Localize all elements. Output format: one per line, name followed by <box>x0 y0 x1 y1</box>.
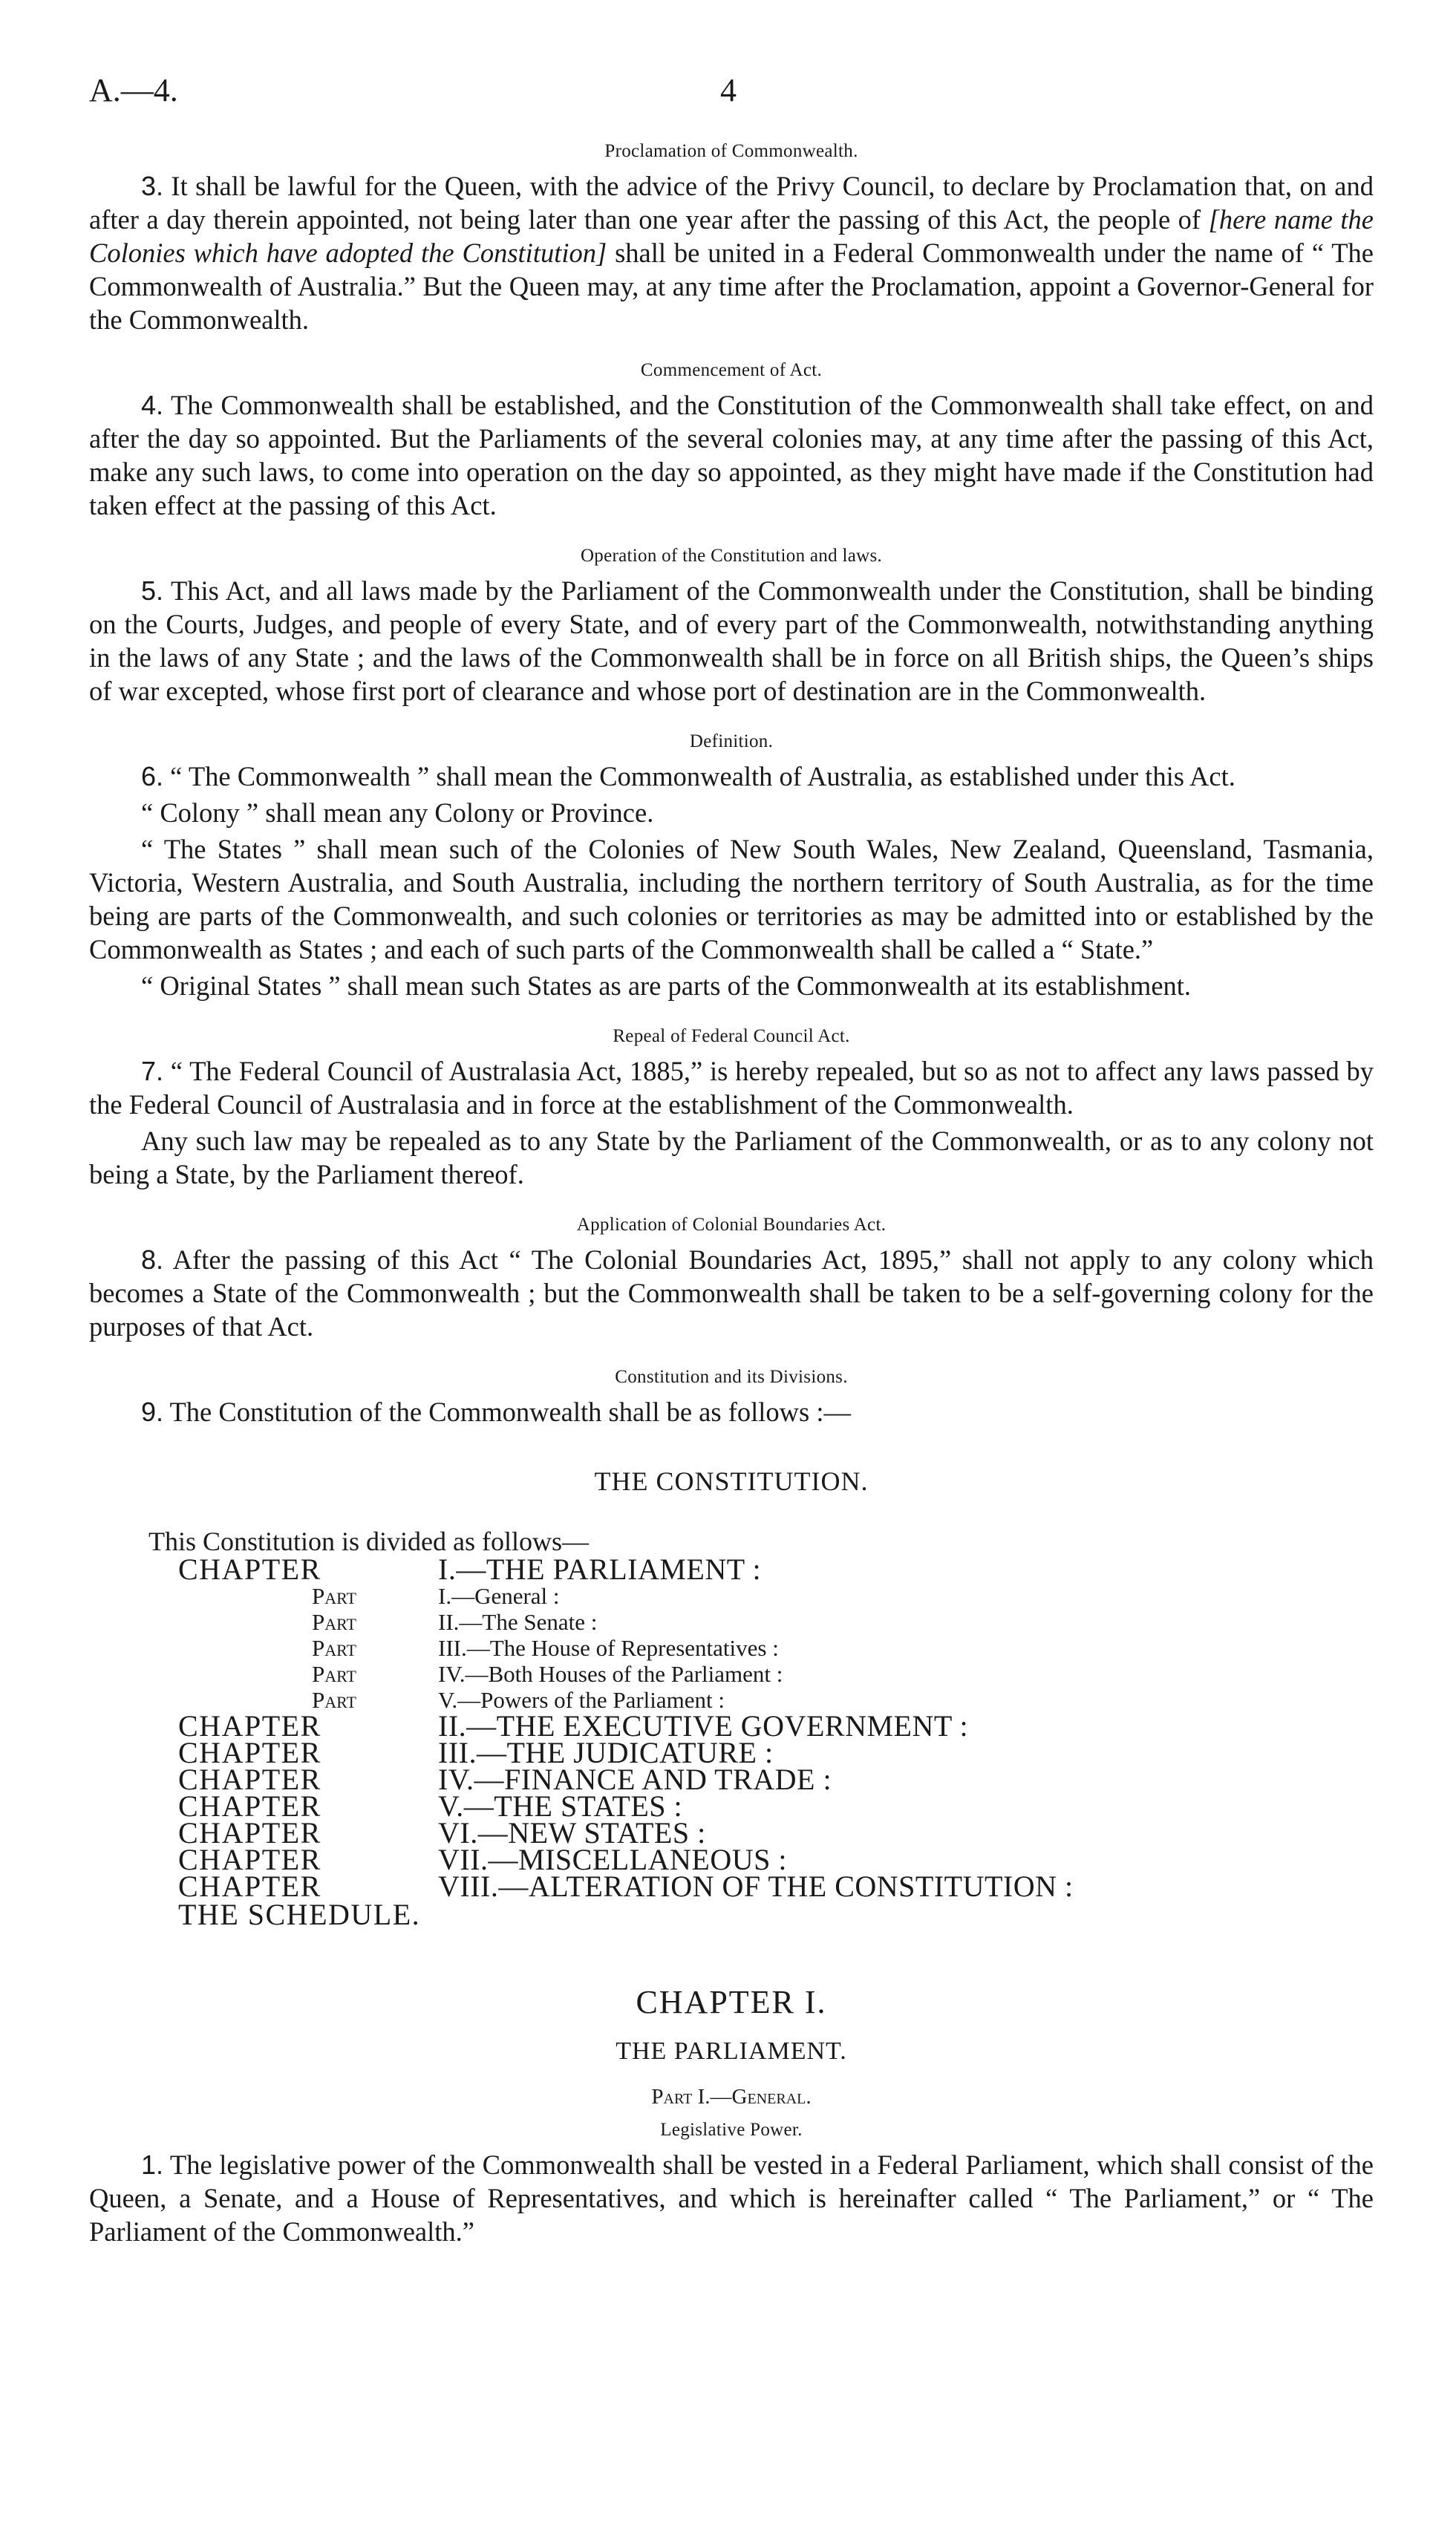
constitution-contents <box>89 1553 1374 1903</box>
toc-label: Part <box>312 1687 356 1713</box>
section-paragraph <box>89 760 1374 793</box>
toc-label: CHAPTER <box>178 1843 321 1876</box>
section-heading: Definition. <box>689 731 774 751</box>
toc-text: II.—THE EXECUTIVE GOVERNMENT : <box>438 1709 969 1743</box>
toc-label: Part <box>312 1661 356 1687</box>
toc-text: III.—THE JUDICATURE : <box>438 1736 774 1769</box>
section-number: 4. <box>141 390 164 420</box>
constitution-intro: This Constitution is divided as follows— <box>148 1527 590 1556</box>
section-paragraph <box>89 1395 1374 1429</box>
toc-text: VI.—NEW STATES : <box>438 1816 706 1850</box>
toc-label: CHAPTER <box>178 1816 321 1850</box>
toc-part-row <box>89 1661 1374 1687</box>
part-title: Part I.—General. <box>651 2085 812 2109</box>
section-heading: Legislative Power. <box>660 2120 803 2140</box>
chapter-subtitle: THE PARLIAMENT. <box>616 2037 847 2065</box>
section-number: 3. <box>141 171 164 201</box>
section-number: 6. <box>141 761 164 791</box>
toc-label: CHAPTER <box>178 1553 321 1586</box>
section-paragraph <box>89 574 1374 708</box>
constitution-title: THE CONSTITUTION. <box>594 1466 869 1496</box>
section-number: 5. <box>141 575 164 606</box>
toc-label: CHAPTER <box>178 1709 321 1743</box>
toc-text: IV.—FINANCE AND TRADE : <box>438 1763 832 1796</box>
paragraph-text: “ The Federal Council of Australasia Act, 1885,” is hereby repealed, but so as not to affect any laws passed by the Federal Council of Australasia and in force at the establishment of the Commonwealth. <box>89 1056 1374 1120</box>
paragraph-text: “ The Commonwealth ” shall mean the Commonwealth of Australia, as established under this Act. <box>163 761 1235 791</box>
section-number: 8. <box>141 1244 164 1275</box>
section-heading: Constitution and its Divisions. <box>615 1367 848 1387</box>
toc-label: CHAPTER <box>178 1789 321 1823</box>
section-paragraph <box>89 1054 1374 1121</box>
definition-paragraph: “ Colony ” shall mean any Colony or Province. <box>141 797 654 828</box>
document-reference: A.—4. <box>89 72 178 108</box>
section-heading: Proclamation of Commonwealth. <box>604 141 858 161</box>
section-heading: Repeal of Federal Council Act. <box>613 1026 850 1046</box>
section-number: 7. <box>141 1056 164 1086</box>
toc-label: CHAPTER <box>178 1870 321 1903</box>
page-content <box>89 140 1374 2271</box>
toc-text: III.—The House of Representatives : <box>438 1635 779 1661</box>
section-paragraph <box>89 2148 1374 2248</box>
page-number: 4 <box>720 72 737 108</box>
paragraph-text: It shall be lawful for the Queen, with the advice of the Privy Council, to declare by Proclamation that, on and after a day therein appointed, not being later than one year after the passing of this Act, the people of <box>89 171 1374 235</box>
toc-schedule: THE SCHEDULE. <box>178 1898 421 1931</box>
paragraph-text: The Commonwealth shall be established, and the Constitution of the Commonwealth shall take effect, on and after the day so appointed. But the Parliaments of the several colonies may, at any time after the passing of this Act, make any such laws, to come into operation on the day so appointed, as they might have made if the Constitution had taken effect at the passing of this Act. <box>89 390 1374 520</box>
paragraph-text: After the passing of this Act “ The Colonial Boundaries Act, 1895,” shall not apply to any colony which becomes a State of the Commonwealth ; but the Commonwealth shall be taken to be a self-governing colony for the purposes of that Act. <box>89 1244 1374 1342</box>
toc-chapter-row <box>89 1870 1374 1903</box>
toc-part-row <box>89 1635 1374 1661</box>
toc-label: CHAPTER <box>178 1763 321 1796</box>
toc-part-row <box>89 1583 1374 1609</box>
section-heading: Operation of the Constitution and laws. <box>580 546 883 566</box>
section-number: 9. <box>141 1397 164 1427</box>
section-paragraph <box>89 1243 1374 1343</box>
section-number: 1. <box>141 2149 164 2180</box>
definition-paragraph: “ Original States ” shall mean such States as are parts of the Commonwealth at its establishment. <box>141 970 1192 1001</box>
section-heading: Commencement of Act. <box>640 360 823 380</box>
toc-chapter-row <box>89 1553 1374 1586</box>
toc-text: VII.—MISCELLANEOUS : <box>438 1843 787 1876</box>
paragraph-text: The legislative power of the Commonwealth shall be vested in a Federal Parliament, which shall consist of the Queen, a Senate, and a House of Representatives, and which is hereinafter called “ The Parliament,” or “ The Parliament of the Commonwealth.” <box>89 2149 1374 2247</box>
section-heading: Application of Colonial Boundaries Act. <box>576 1215 887 1235</box>
toc-label: CHAPTER <box>178 1736 321 1769</box>
section-paragraph <box>89 388 1374 522</box>
toc-text: I.—THE PARLIAMENT : <box>438 1553 762 1586</box>
paragraph-text: shall be united in a Federal Commonwealth under the name of “ The Commonwealth of Australia.” But the Queen may, at any time after the Proclamation, appoint a Governor-General for the Commonwealth. <box>89 238 1374 335</box>
chapter-title: CHAPTER I. <box>636 1984 827 2020</box>
toc-label: Part <box>312 1635 356 1661</box>
toc-text: VIII.—ALTERATION OF THE CONSTITUTION : <box>438 1870 1074 1903</box>
toc-part-row <box>89 1609 1374 1635</box>
toc-label: Part <box>312 1609 356 1635</box>
toc-text: I.—General : <box>438 1583 560 1609</box>
toc-text: V.—Powers of the Parliament : <box>438 1687 725 1713</box>
paragraph-text: This Act, and all laws made by the Parliament of the Commonwealth under the Constitution, shall be binding on the Courts, Judges, and people of every State, and of every part of the Commonwealth, notwithstanding anything in the laws of any State ; and the laws of the Commonwealth shall be in force on all British ships, the Queen’s ships of war excepted, whose first port of clearance and whose port of destination are in the Commonwealth. <box>89 575 1374 706</box>
paragraph-text: The Constitution of the Commonwealth shall be as follows :— <box>163 1397 851 1427</box>
section-paragraph: Any such law may be repealed as to any State by the Parliament of the Commonwealth, or as to any colony not being a State, by the Parliament thereof. <box>89 1126 1374 1189</box>
toc-text: V.—THE STATES : <box>438 1789 683 1823</box>
toc-text: II.—The Senate : <box>438 1609 598 1635</box>
toc-text: IV.—Both Houses of the Parliament : <box>438 1661 783 1687</box>
definition-paragraph: “ The States ” shall mean such of the Colonies of New South Wales, New Zealand, Queensland, Tasmania, Victoria, Western Australia, and South Australia, including the northern territory of South Australia, as for the time being are parts of the Commonwealth, and such colonies or territories as may be admitted into or established by the Commonwealth as States ; and each of such parts of the Commonwealth shall be called a “ State.” <box>89 834 1374 964</box>
toc-label: Part <box>312 1583 356 1609</box>
section-paragraph <box>89 169 1374 336</box>
paragraph-italic-text: [here name the Colonies which have adopted the Constitution] <box>89 204 1374 268</box>
